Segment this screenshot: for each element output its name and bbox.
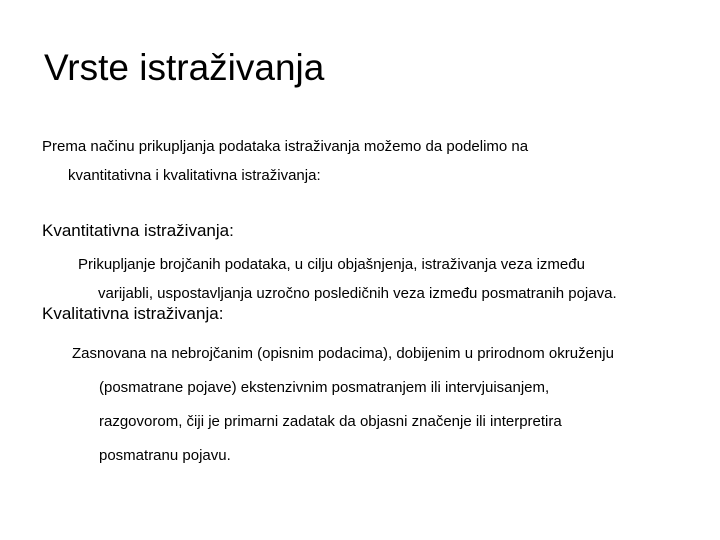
- body-line: varijabli, uspostavljanja uzročno posledičnih veza između posmatranih pojava.: [98, 285, 617, 302]
- section-heading-kvantitativna: Kvantitativna istraživanja:: [42, 221, 234, 240]
- body-line: (posmatrane pojave) ekstenzivnim posmatranjem ili intervjuisanjem,: [99, 379, 550, 396]
- section-body-kvantitativna: [78, 250, 617, 308]
- body-line: razgovorom, čiji je primarni zadatak da objasni značenje ili interpretira: [99, 413, 562, 430]
- intro-line: kvantitativna i kvalitativna istraživanja:: [68, 167, 321, 184]
- body-line: Prikupljanje brojčanih podataka, u cilju objašnjenja, istraživanja veza između: [78, 256, 585, 273]
- section-body-kvalitativna: [72, 337, 614, 473]
- body-line: Zasnovana na nebrojčanim (opisnim podacima), dobijenim u prirodnom okruženju: [72, 345, 614, 362]
- slide-title: Vrste istraživanja: [44, 47, 325, 88]
- section-heading-kvalitativna: Kvalitativna istraživanja:: [42, 304, 224, 323]
- body-line: posmatranu pojavu.: [99, 447, 231, 464]
- intro-line: Prema načinu prikupljanja podataka istraživanja možemo da podelimo na: [42, 138, 529, 155]
- intro-text: [42, 132, 682, 190]
